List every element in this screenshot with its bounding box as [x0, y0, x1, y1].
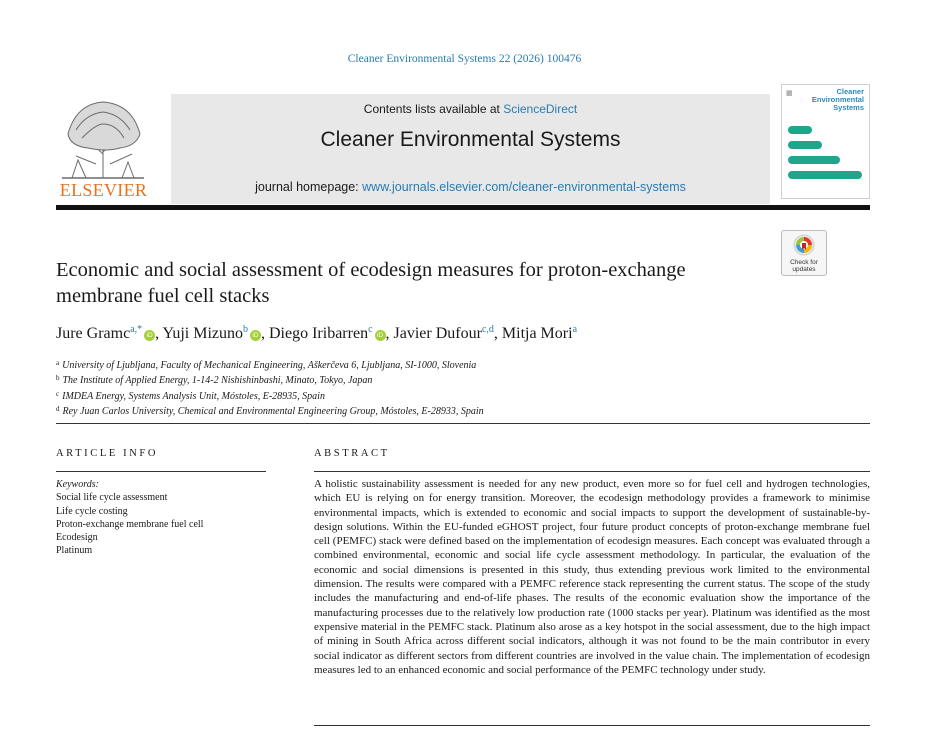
cover-title: Cleaner Environmental Systems [811, 87, 864, 112]
affiliation-list [56, 357, 856, 418]
elsevier-wordmark[interactable]: ELSEVIER [59, 180, 148, 200]
crossmark-label: Check for updates [790, 259, 818, 273]
article-title: Economic and social assessment of ecodesign measures for proton-exchange membrane fuel cell stacks [56, 259, 686, 307]
author-list: Jure Gramc$^{a,*}$iD , Yuji Mizuno$^b$iD , Diego Iribarren$^c$iD , Javier Dufour$^{c,d}$, Mitja Mori$^a$ [56, 324, 578, 342]
cover-bar [788, 156, 840, 164]
author-name[interactable]: Mitja Mori [501, 325, 573, 342]
affiliation: $^c$ IMDEA Energy, Systems Analysis Unit, Móstoles, E-28935, Spain [56, 389, 325, 402]
orcid-icon[interactable]: iD [144, 330, 155, 341]
contents-prefix: Contents lists available at [363, 102, 504, 116]
journal-banner [171, 94, 770, 204]
keywords-block [56, 478, 266, 558]
keyword: Proton-exchange membrane fuel cell [56, 518, 204, 530]
homepage-prefix: journal homepage: [255, 180, 363, 194]
affiliation: $^a$ University of Ljubljana, Faculty of Mechanical Engineering, Aškerčeva 6, Ljubljana, SI-1000, Slovenia [56, 359, 477, 371]
masthead-rule [56, 205, 870, 210]
journal-cover-thumbnail[interactable] [781, 84, 870, 199]
orcid-icon[interactable]: iD [375, 330, 386, 341]
keywords-label: Keywords: [56, 479, 99, 490]
homepage-link[interactable]: www.journals.elsevier.com/cleaner-environmental-systems [362, 180, 686, 194]
affiliation: $^b$ The Institute of Applied Energy, 1-14-2 Nishishinbashi, Minato, Tokyo, Japan [56, 374, 373, 387]
keyword: Social life cycle assessment [56, 492, 168, 504]
author-affiliation-ref[interactable]: a,* [130, 324, 143, 335]
author-affiliation-ref[interactable]: b [243, 324, 248, 335]
journal-homepage [171, 180, 770, 194]
author-affiliation-ref[interactable]: c [368, 324, 373, 335]
abstract-end-rule [314, 725, 870, 726]
section-divider [56, 423, 870, 424]
author-affiliation-ref[interactable]: a [572, 324, 578, 335]
author-affiliation-ref[interactable]: c,d [481, 324, 494, 335]
cover-bar [788, 141, 822, 149]
contents-line [171, 102, 770, 116]
article-info-heading: ARTICLE INFO [56, 448, 159, 459]
sciencedirect-link[interactable]: ScienceDirect [503, 102, 578, 116]
journal-citation[interactable]: Cleaner Environmental Systems 22 (2026) 100476 [347, 53, 582, 65]
abstract-text: A holistic sustainability assessment is needed for any new product, even more so for fuel cell and hydrogen technologies, which EU is relying on for energy transition. Moreover, the ecodesign methodology provides a framework to minimise environmental impacts, which is extended to economic and social impacts to support the development of sustainable-by-design solutions. Within the EU-funded eGHOST project, four future product concepts of proton-exchange membrane fuel cell (PEMFC) stack were defined based on the implementation of ecodesign measures. Each concept was evaluated through a combined environmental, economic and social life cycle assessment methodology. In particular, the evaluation of the economic and social dimensions is presented in this study, thus extending previous work limited to the environmental dimension. The results were compared with a PEMFC reference stack representing the current status. The scope of the study includes the manufacturing and end-of-life phases. The results of the economic evaluation show the importance of the manufacturing processes due to the relatively low production rate (1000 stacks per year). Platinum was identified as the most expensive material in the PEMFC stack. Platinum also arose as a key hotspot in the social assessment, due to the high impact of mining in South Africa across different social indicators, although it was not found to be the main contributor in every social indicator as different sectors from different countries are involved in the value chain. The implementation of ecodesign measures led to an enhanced economic and social performance of the PEMFC technology under study. [314, 478, 870, 676]
keyword: Platinum [56, 545, 93, 557]
author-name[interactable]: Jure Gramc [56, 325, 131, 342]
orcid-icon[interactable]: iD [250, 330, 261, 341]
cover-bar [788, 171, 862, 179]
affiliation: $^d$ Rey Juan Carlos University, Chemical and Environmental Engineering Group, Móstoles, E-28933, Spain [56, 404, 484, 417]
author-name[interactable]: Yuji Mizuno [162, 325, 243, 342]
article-info-rule [56, 471, 266, 472]
journal-title[interactable]: Cleaner Environmental Systems [320, 128, 621, 151]
author-name[interactable]: Javier Dufour [393, 325, 482, 342]
cover-bar [788, 126, 812, 134]
keyword: Life cycle costing [56, 505, 128, 517]
abstract-heading: ABSTRACT [314, 448, 390, 459]
keyword: Ecodesign [56, 532, 98, 544]
abstract-rule [314, 471, 870, 472]
cover-publisher-icon: ▦ [786, 89, 793, 97]
crossmark-icon [793, 234, 815, 258]
author-name[interactable]: Diego Iribarren [269, 325, 369, 342]
check-for-updates-badge[interactable] [781, 230, 827, 276]
